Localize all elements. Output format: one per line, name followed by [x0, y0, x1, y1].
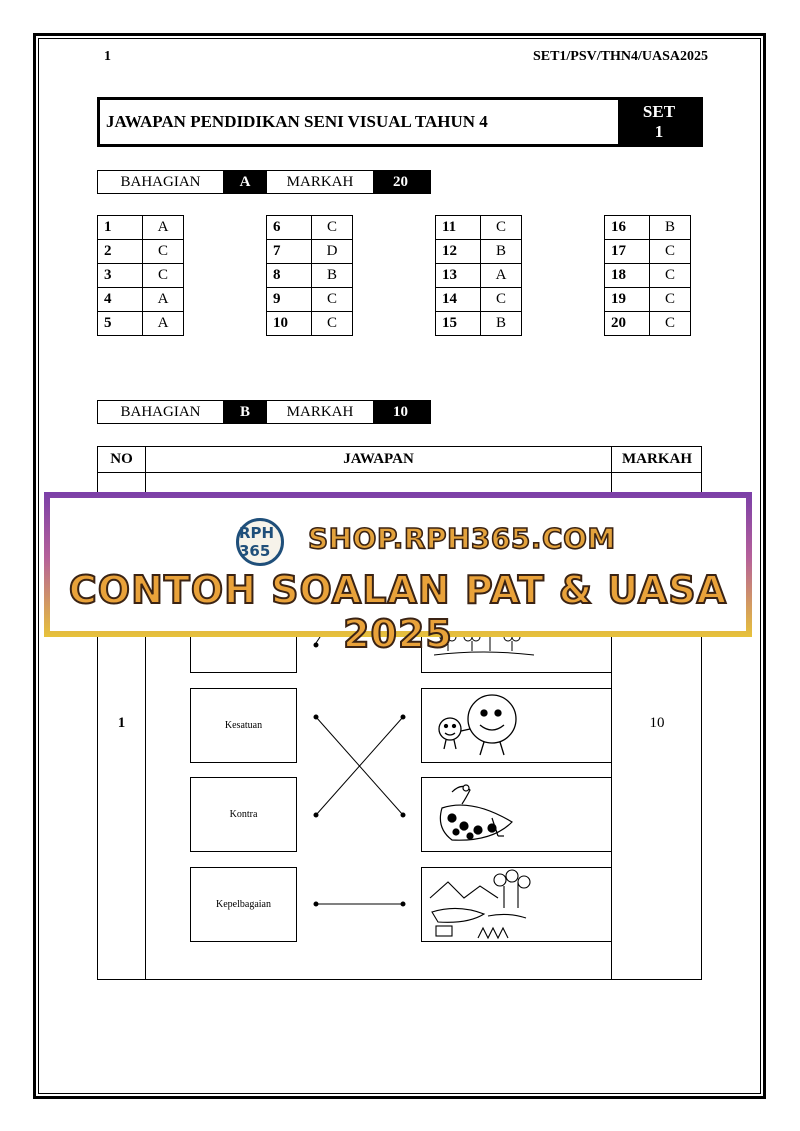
answer-number: 9: [267, 288, 312, 312]
set-label: SET: [642, 102, 676, 121]
answer-row: [605, 264, 691, 288]
answer-row: [267, 240, 353, 264]
answer-row: [436, 288, 522, 312]
page-number: 1: [104, 49, 111, 64]
page-title: JAWAPAN PENDIDIKAN SENI VISUAL TAHUN 4: [106, 112, 488, 131]
answer-number: 18: [605, 264, 650, 288]
question-marks: 10: [649, 715, 665, 731]
answer-value: C: [650, 264, 691, 288]
answer-number: 14: [436, 288, 481, 312]
answer-value: C: [650, 240, 691, 264]
section-b-code: B: [223, 401, 267, 423]
answer-value: C: [650, 312, 691, 336]
answer-row: [267, 216, 353, 240]
promo-banner: [44, 492, 752, 656]
answer-table-3: [435, 215, 522, 336]
answer-row: [98, 216, 184, 240]
answer-value: B: [481, 240, 522, 264]
answer-row: [436, 312, 522, 336]
document-code: SET1/PSV/THN4/UASA2025: [532, 49, 708, 64]
answer-row: [605, 312, 691, 336]
answer-number: 13: [436, 264, 481, 288]
answer-row: [98, 264, 184, 288]
answer-row: [436, 216, 522, 240]
header-no: NO: [110, 451, 133, 467]
header-answer: JAWAPAN: [343, 451, 414, 467]
answer-number: 4: [98, 288, 143, 312]
answer-value: B: [312, 264, 353, 288]
answer-table-4: [604, 215, 691, 336]
question-number: 1: [117, 715, 126, 731]
section-a-marks: 20: [373, 171, 428, 193]
section-a-label: BAHAGIAN: [120, 173, 201, 190]
answer-number: 16: [605, 216, 650, 240]
section-a-marks-label: MARKAH: [286, 173, 354, 190]
answer-row: [267, 288, 353, 312]
answer-row: [436, 240, 522, 264]
set-badge: [618, 100, 700, 144]
answer-row: [436, 264, 522, 288]
answer-row: [98, 240, 184, 264]
answer-number: 19: [605, 288, 650, 312]
answer-number: 12: [436, 240, 481, 264]
answer-value: C: [650, 288, 691, 312]
answer-number: 15: [436, 312, 481, 336]
section-b-marks-label: MARKAH: [286, 403, 354, 420]
section-b-label: BAHAGIAN: [120, 403, 201, 420]
answer-row: [605, 216, 691, 240]
answer-value: A: [143, 216, 184, 240]
answer-value: C: [312, 288, 353, 312]
answer-value: A: [143, 312, 184, 336]
answer-table-1: [97, 215, 184, 336]
answer-value: C: [312, 216, 353, 240]
answer-number: 7: [267, 240, 312, 264]
answer-number: 11: [436, 216, 481, 240]
answer-row: [267, 264, 353, 288]
answer-number: 10: [267, 312, 312, 336]
answer-row: [267, 312, 353, 336]
set-number: 1: [654, 122, 664, 141]
matching-label-kesatuan: Kesatuan: [224, 720, 263, 731]
section-a-header: [97, 170, 431, 194]
title-box: [97, 97, 703, 147]
answer-value: C: [143, 240, 184, 264]
matching-label-kepelbagaian: Kepelbagaian: [216, 899, 271, 910]
answer-value: A: [143, 288, 184, 312]
answer-row: [98, 288, 184, 312]
answer-number: 8: [267, 264, 312, 288]
answer-number: 20: [605, 312, 650, 336]
header-marks: MARKAH: [622, 451, 692, 467]
answer-value: B: [481, 312, 522, 336]
answer-value: C: [481, 288, 522, 312]
section-b-header: [97, 400, 431, 424]
matching-label-kontra: Kontra: [229, 809, 258, 820]
answer-number: 3: [98, 264, 143, 288]
answer-value: C: [481, 216, 522, 240]
answer-number: 5: [98, 312, 143, 336]
answer-number: 6: [267, 216, 312, 240]
shop-url[interactable]: SHOP.RPH365.COM: [308, 522, 616, 555]
answer-number: 1: [98, 216, 143, 240]
logo-text: RPH 365: [239, 524, 275, 560]
section-b-marks: 10: [373, 401, 428, 423]
answer-value: A: [481, 264, 522, 288]
answer-table-2: [266, 215, 353, 336]
answer-row: [605, 288, 691, 312]
answer-number: 17: [605, 240, 650, 264]
answer-row: [98, 312, 184, 336]
rph365-logo: [236, 518, 284, 566]
answer-row: [605, 240, 691, 264]
banner-headline: CONTOH SOALAN PAT & UASA 2025: [68, 568, 728, 656]
section-a-code: A: [223, 171, 267, 193]
answer-value: D: [312, 240, 353, 264]
answer-value: C: [312, 312, 353, 336]
answer-value: B: [650, 216, 691, 240]
answer-value: C: [143, 264, 184, 288]
answer-number: 2: [98, 240, 143, 264]
